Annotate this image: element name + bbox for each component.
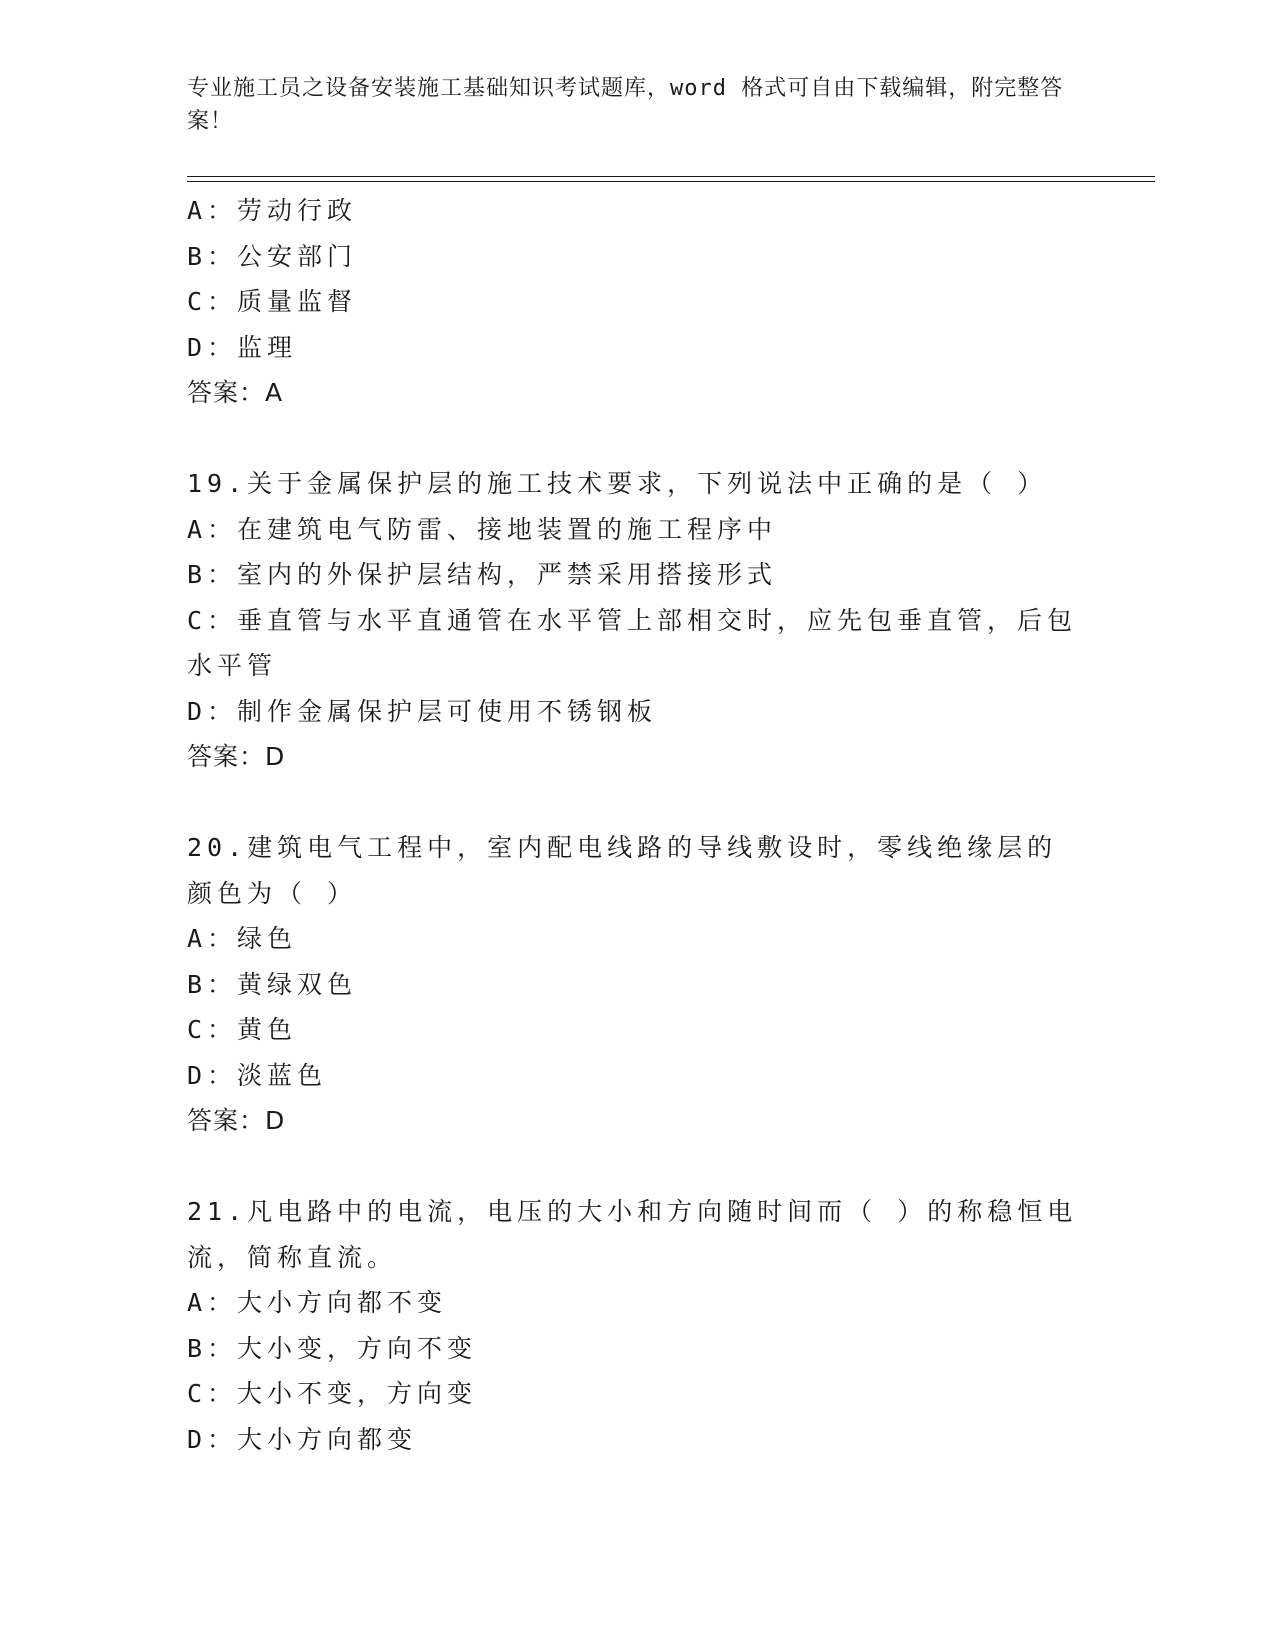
option-a: A：大小方向都不变 [187, 1288, 448, 1317]
option-c: C：垂直管与水平直通管在水平管上部相交时，应先包垂直管，后包水平管 [187, 605, 1078, 680]
answer: 答案：D [187, 1106, 286, 1135]
option-d: D：监理 [187, 332, 298, 362]
option-c: C：质量监督 [187, 287, 358, 316]
option-b: B：公安部门 [187, 241, 358, 271]
question-stem: 19.关于金属保护层的施工技术要求，下列说法中正确的是（ ） [187, 469, 1048, 498]
option-c: C：黄色 [187, 1015, 298, 1044]
option-a: A：在建筑电气防雷、接地装置的施工程序中 [187, 514, 778, 544]
question-stem: 21.凡电路中的电流，电压的大小和方向随时间而（ ）的称稳恒电流，简称直流。 [187, 1197, 1078, 1272]
option-d: D：制作金属保护层可使用不锈钢板 [187, 696, 658, 726]
option-c: C：大小不变，方向变 [187, 1379, 478, 1408]
question-stem: 20.建筑电气工程中，室内配电线路的导线敷设时，零线绝缘层的颜色为（ ） [187, 833, 1058, 908]
option-d: D：淡蓝色 [187, 1060, 328, 1090]
spacer [187, 1144, 1087, 1190]
question-19 [187, 461, 1087, 780]
option-b: B：黄绿双色 [187, 969, 358, 999]
header-divider-top [187, 176, 1155, 177]
document-header: 专业施工员之设备安装施工基础知识考试题库，word 格式可自由下载编辑，附完整答案！ [187, 76, 1064, 134]
question-21 [187, 1189, 1087, 1462]
spacer [187, 780, 1087, 826]
answer: 答案：A [187, 378, 284, 407]
question-18-tail [187, 188, 1087, 416]
answer: 答案：D [187, 742, 286, 771]
option-a: A：绿色 [187, 924, 298, 953]
question-list [187, 188, 1087, 1462]
option-d: D：大小方向都变 [187, 1424, 418, 1454]
option-b: B：大小变，方向不变 [187, 1333, 478, 1363]
question-20 [187, 825, 1087, 1144]
option-a: A：劳动行政 [187, 196, 358, 225]
option-b: B：室内的外保护层结构，严禁采用搭接形式 [187, 560, 778, 589]
header-divider-bottom [187, 181, 1155, 182]
spacer [187, 416, 1087, 462]
